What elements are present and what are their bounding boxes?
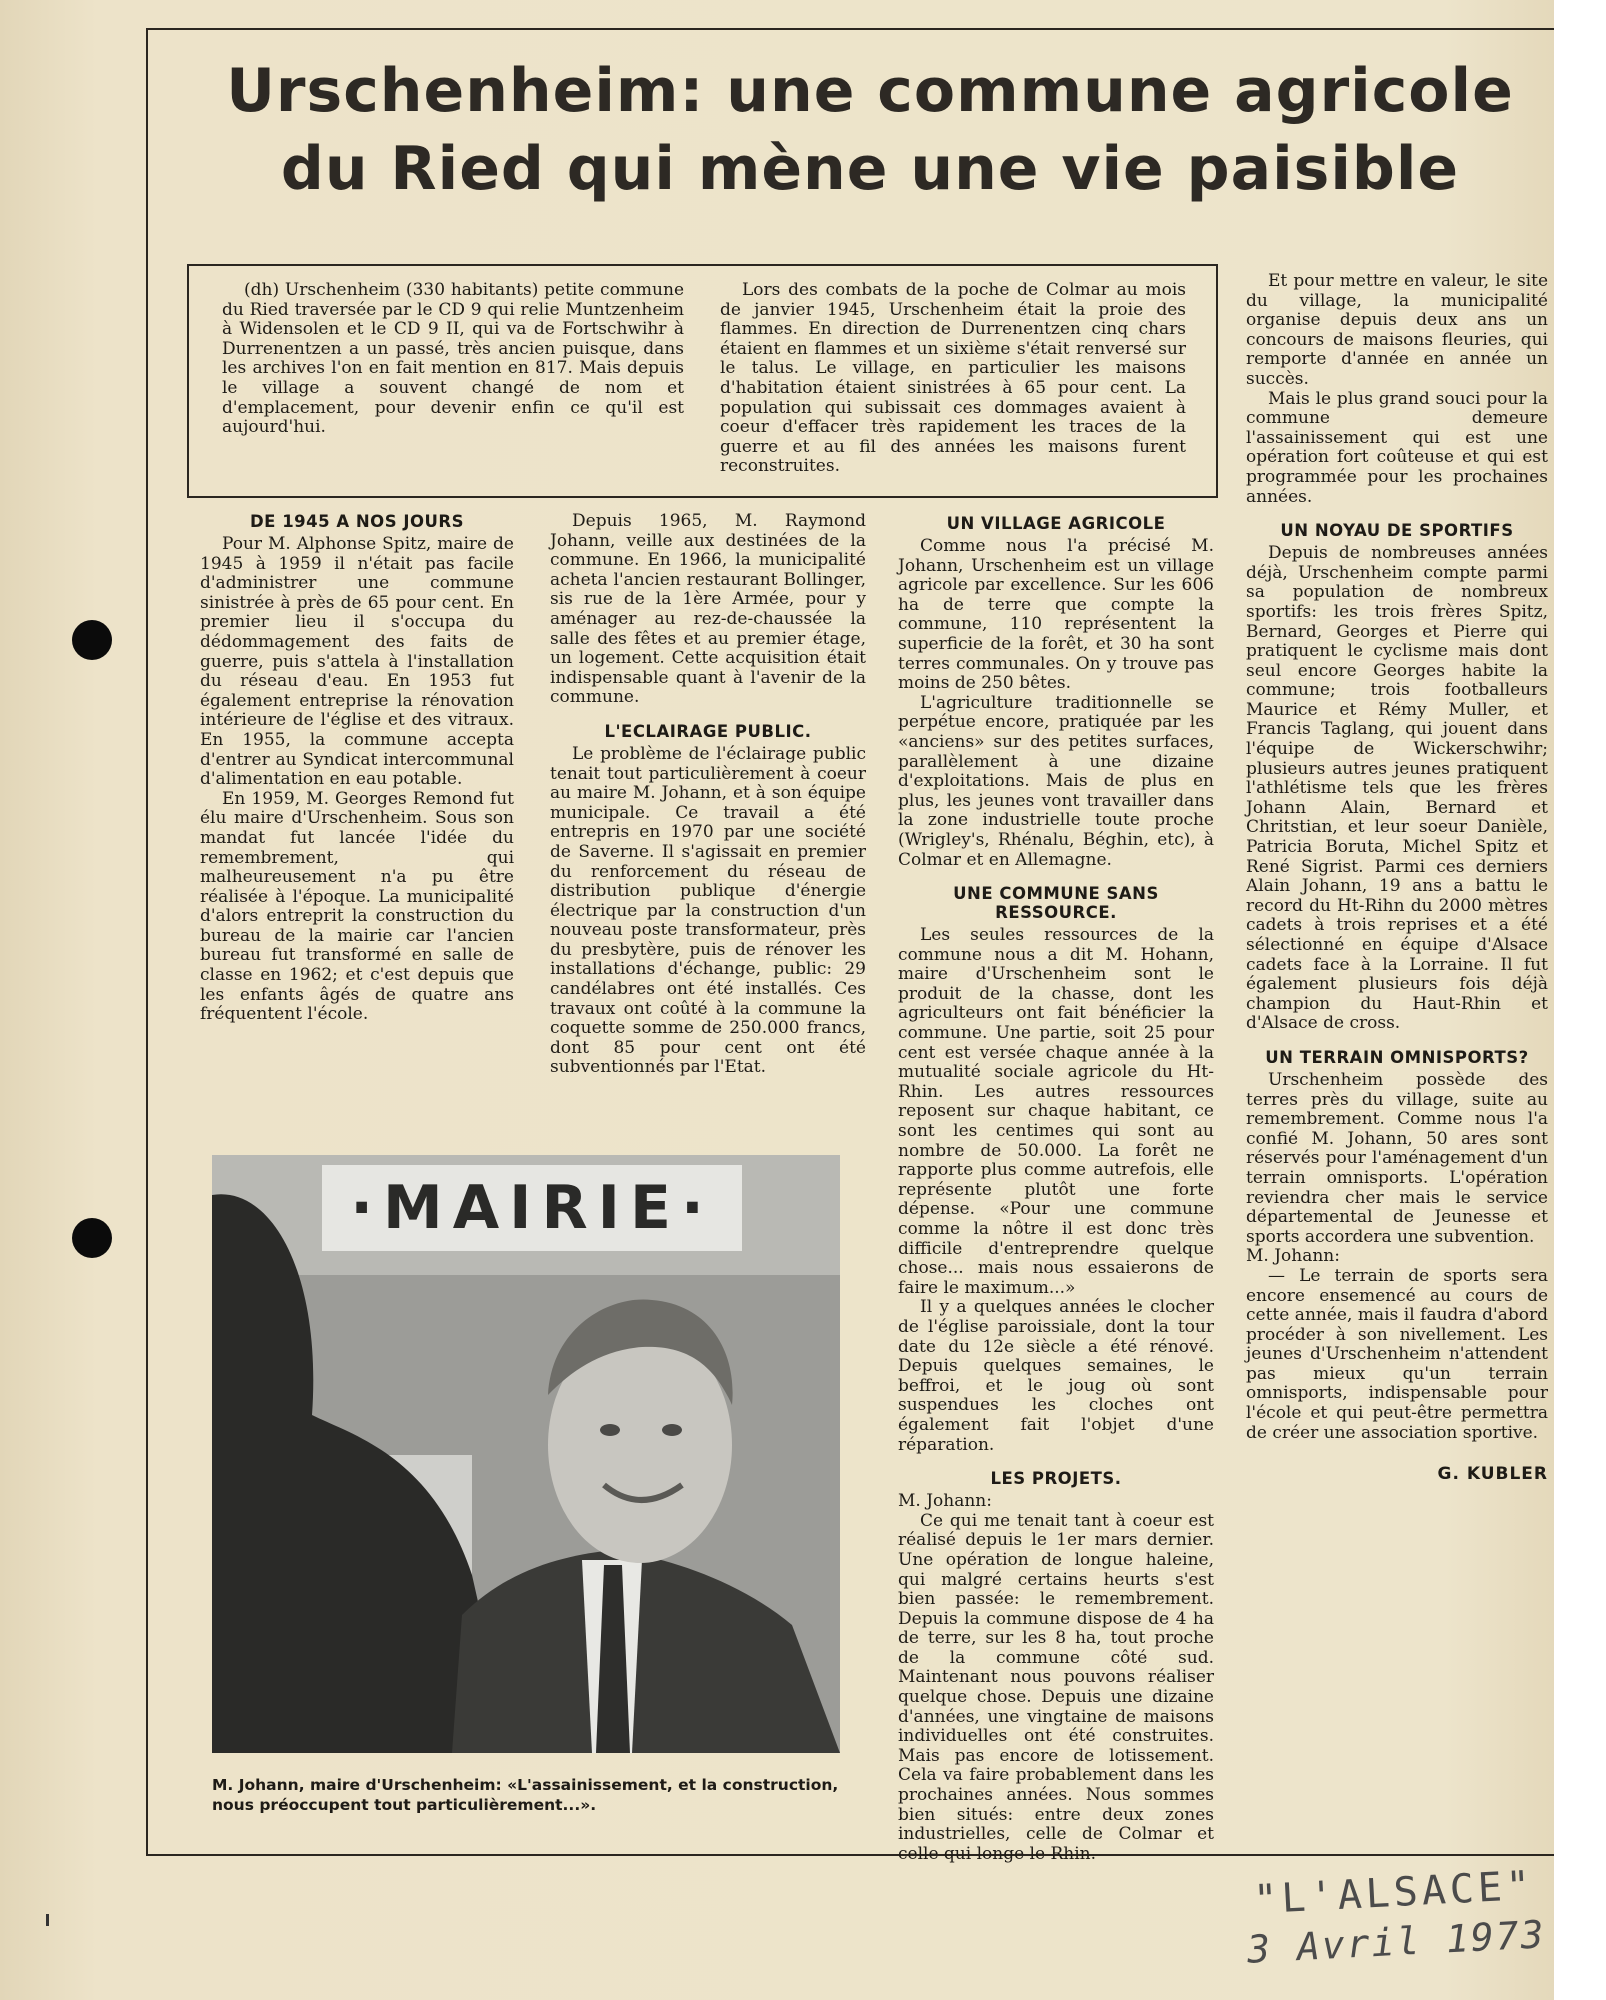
- column-d: [1246, 272, 1548, 1824]
- section-sportifs-paragraph-1: Depuis de nombreuses années déjà, Urschenheim compte parmi sa population de nombreux sportifs: les trois frères Spitz, Bernard, Georges et Pierre qui pratiquent le cyclisme mais dont seul encore Georges habite la commune; trois footballeurs Maurice et Rémy Muller, et Francis Taglang, qui jouent dans l'équipe de Wickerschwihr; plusieurs autres jeunes pratiquent l'athlétisme tels que les frères Johann Alain, Bernard et Chritstian, et leur soeur Danièle, Patricia Boruta, Michel Spitz et René Sigrist. Parmi ces derniers Alain Johann, 19 ans a battu le record du Ht-Rihn du 2000 mètres cadets à trois reprises et a été sélectionné en équipe d'Alsace cadets face à la Lorraine. Il fut également plusieurs fois déjà champion du Haut-Rhin et d'Alsace de cross.: [1246, 543, 1548, 1034]
- mayor-photo: [212, 1155, 840, 1753]
- scan-mark: [46, 1914, 49, 1926]
- section-projets-paragraph-2: Et pour mettre en valeur, le site du village, la municipalité organise depuis deux ans un concours de maisons fleuries, qui remporte d'année en année un succès.: [1246, 271, 1548, 389]
- section-terrain-speaker: M. Johann:: [1246, 1246, 1340, 1267]
- section-terrain-paragraph-1: Urschenheim possède des terres près du village, suite au remembrement. Comme nous l'a confié M. Johann, 50 ares sont réservés pour l'aménagement d'un terrain omnisports. L'opération reviendra cher mais le service départemental de Jeunesse et sports accordera une subvention.: [1246, 1069, 1548, 1247]
- section-heading-ressource: UNE COMMUNE SANS RESSOURCE.: [953, 884, 1159, 923]
- section-terrain-paragraph-2: — Le terrain de sports sera encore ensemencé au cours de cette année, mais il faudra d'abord procéder à son nivellement. Les jeunes d'Urschenheim n'attendent pas mieux qu'un terrain omnisports, indispensable pour l'école et qui peut-être permettra de créer une association sportive.: [1246, 1265, 1548, 1443]
- punch-hole-top: [72, 620, 112, 660]
- intro-column-2: [720, 281, 1186, 477]
- section-heading-village: UN VILLAGE AGRICOLE: [946, 514, 1166, 533]
- section-1945-paragraph-2: En 1959, M. Georges Remond fut élu maire d'Urschenheim. Sous son mandat fut lancée l'idée du remembrement, qui malheureusement n'a pu être réalisée à l'époque. La municipalité d'alors entreprit la construction du bureau de la mairie car l'ancien bureau fut transformé en salle de classe en 1962; et c'est depuis que les enfants âgés de quatre ans fréquentent l'école.: [200, 788, 514, 1025]
- section-eclairage-paragraph-1: Le problème de l'éclairage public tenait tout particulièrement à coeur au maire M. Johann, et à son équipe municipale. Ce travail a été entrepris en 1970 par une société de Saverne. Il s'agissait en premier du renforcement du réseau de distribution publique d'énergie électrique par la construction d'un nouveau poste transformateur, près du presbytère, puis de rénover les installations d'échange, public: 29 candélabres ont été installés. Ces travaux ont coûté à la commune la coquette somme de 250.000 francs, dont 85 pour cent ont été subventionnés par l'Etat.: [550, 743, 866, 1078]
- section-heading-1945: DE 1945 A NOS JOURS: [249, 512, 464, 531]
- section-1945-col-b: [550, 512, 866, 1132]
- mayor-photo-illustration: [212, 1155, 840, 1753]
- section-1945-paragraph-3: Depuis 1965, M. Raymond Johann, veille aux destinées de la commune. En 1966, la municipalité acheta l'ancien restaurant Bollinger, sis rue de la 1ère Armée, pour y aménager au rez-de-chaussée la salle des fêtes et au premier étage, un logement. Cette acquisition était indispensable quant à l'avenir de la commune.: [550, 511, 866, 708]
- handwritten-newspaper-name: "L'ALSACE": [1252, 1862, 1536, 1924]
- section-1945-paragraph-1: Pour M. Alphonse Spitz, maire de 1945 à 1959 il n'était pas facile d'administrer une commune sinistrée à près de 65 pour cent. En premier lieu il s'occupa du dédommagement des faits de guerre, puis s'attela à l'installation du réseau d'eau. En 1953 fut également entreprise la rénovation intérieure de l'église et des vitraux. En 1955, la commune accepta d'entrer au Syndicat intercommunal d'alimentation en eau potable.: [200, 534, 514, 790]
- scan-border: [1554, 0, 1606, 2000]
- intro-column-1: [222, 281, 684, 438]
- section-projets-paragraph-1: Ce qui me tenait tant à coeur est réalisé depuis le 1er mars dernier. Une opération de longue haleine, qui malgré certains heurts s'est bien passée: le remembrement. Depuis la commune dispose de 4 ha de terre, sur les 8 ha, tout proche de la commune côté sud. Maintenant nous pouvons réaliser quelque chose. Depuis une dizaine d'années, une vingtaine de maisons individuelles ont été construites. Mais pas encore de lotissement. Cela va faire probablement dans les prochaines années. Nous sommes bien situés: entre deux zones industrielles, celle de Colmar et celle qui longe le Rhin.: [898, 1510, 1214, 1864]
- intro-paragraph-2: Lors des combats de la poche de Colmar au mois de janvier 1945, Urschenheim était la proie des flammes. En direction de Durrenentzen cinq chars étaient en flammes et un sixième s'était renversé sur le talus. Le village, en particulier les maisons d'habitation étaient sinistrées à 65 pour cent. La population qui subissait ces dommages avaient à coeur d'effacer très rapidement les traces de la guerre et au fil des années les maisons furent reconstruites.: [720, 280, 1186, 477]
- section-heading-terrain: UN TERRAIN OMNISPORTS?: [1265, 1047, 1529, 1067]
- handwritten-source-note: [1228, 1859, 1563, 1974]
- section-1945-col-a: [200, 512, 514, 1132]
- section-village-paragraph-2: L'agriculture traditionnelle se perpétue encore, pratiquée par les «anciens» sur des petites surfaces, parallèlement à une dizaine d'exploitations. Mais de plus en plus, les jeunes vont travailler dans la zone industrielle toute proche (Wrigley's, Rhénalu, Béghin, etc), à Colmar et en Allemagne.: [898, 692, 1214, 870]
- photo-caption: M. Johann, maire d'Urschenheim: «L'assainissement, et la construction, nous préoccupent tout particulièrement...».: [212, 1776, 839, 1814]
- section-heading-eclairage: L'ECLAIRAGE PUBLIC.: [604, 721, 812, 741]
- article-headline: Urschenheim: une commune agricole du Ried qui mène une vie paisible: [226, 56, 1514, 204]
- mairie-sign-text: ·MAIRIE·: [350, 1173, 714, 1243]
- section-ressource-paragraph-2: Il y a quelques années le clocher de l'église paroissiale, dont la tour date du 12e siècle a été rénové. Depuis quelques semaines, le beffroi, et le joug où sont suspendues les cloches ont également fait l'objet d'une réparation.: [898, 1297, 1214, 1455]
- section-heading-sportifs: UN NOYAU DE SPORTIFS: [1280, 521, 1514, 541]
- handwritten-date: 3 Avril 1973: [1246, 1912, 1547, 1972]
- section-village-paragraph-1: Comme nous l'a précisé M. Johann, Urschenheim est un village agricole par excellence. Sur les 606 ha de terre que compte la commune, 110 représentent la superficie de la forêt, et 30 ha sont terres communales. On y trouve pas moins de 250 bêtes.: [898, 536, 1214, 694]
- intro-paragraph-1: (dh) Urschenheim (330 habitants) petite commune du Ried traversée par le CD 9 qui relie Muntzenheim à Widensolen et le CD 9 II, qui va de Fortschwihr à Durrenentzen a un passé, très ancien puisque, dans les archives l'on en fait mention en 817. Mais depuis le village a souvent changé de nom et d'emplacement, pour devenir enfin ce qu'il est aujourd'hui.: [222, 280, 684, 438]
- section-projets-paragraph-3: Mais le plus grand souci pour la commune demeure l'assainissement qui est une opération fort coûteuse et qui est programmée pour les prochaines années.: [1246, 388, 1548, 507]
- section-heading-projets: LES PROJETS.: [990, 1469, 1122, 1489]
- article-byline: G. KUBLER: [1437, 1464, 1548, 1485]
- punch-hole-bottom: [72, 1218, 112, 1258]
- column-c: [898, 514, 1214, 1864]
- section-ressource-paragraph-1: Les seules ressources de la commune nous a dit M. Hohann, maire d'Urschenheim sont le produit de la chasse, dont les agriculteurs ont fait bénéficier la commune. Une partie, soit 25 pour cent est versée chaque année à la mutualité sociale agricole du Ht-Rhin. Les autres ressources reposent sur chaque habitant, ce sont les centimes qui sont au nombre de 50.000. La forêt ne rapporte plus comme autrefois, elle représente plutôt une forte dépense. «Pour une commune comme la nôtre il est donc très difficile d'entreprendre quelque chose... mais nous essaierons de faire le maximum...»: [898, 925, 1214, 1298]
- section-projets-speaker: M. Johann:: [898, 1491, 992, 1512]
